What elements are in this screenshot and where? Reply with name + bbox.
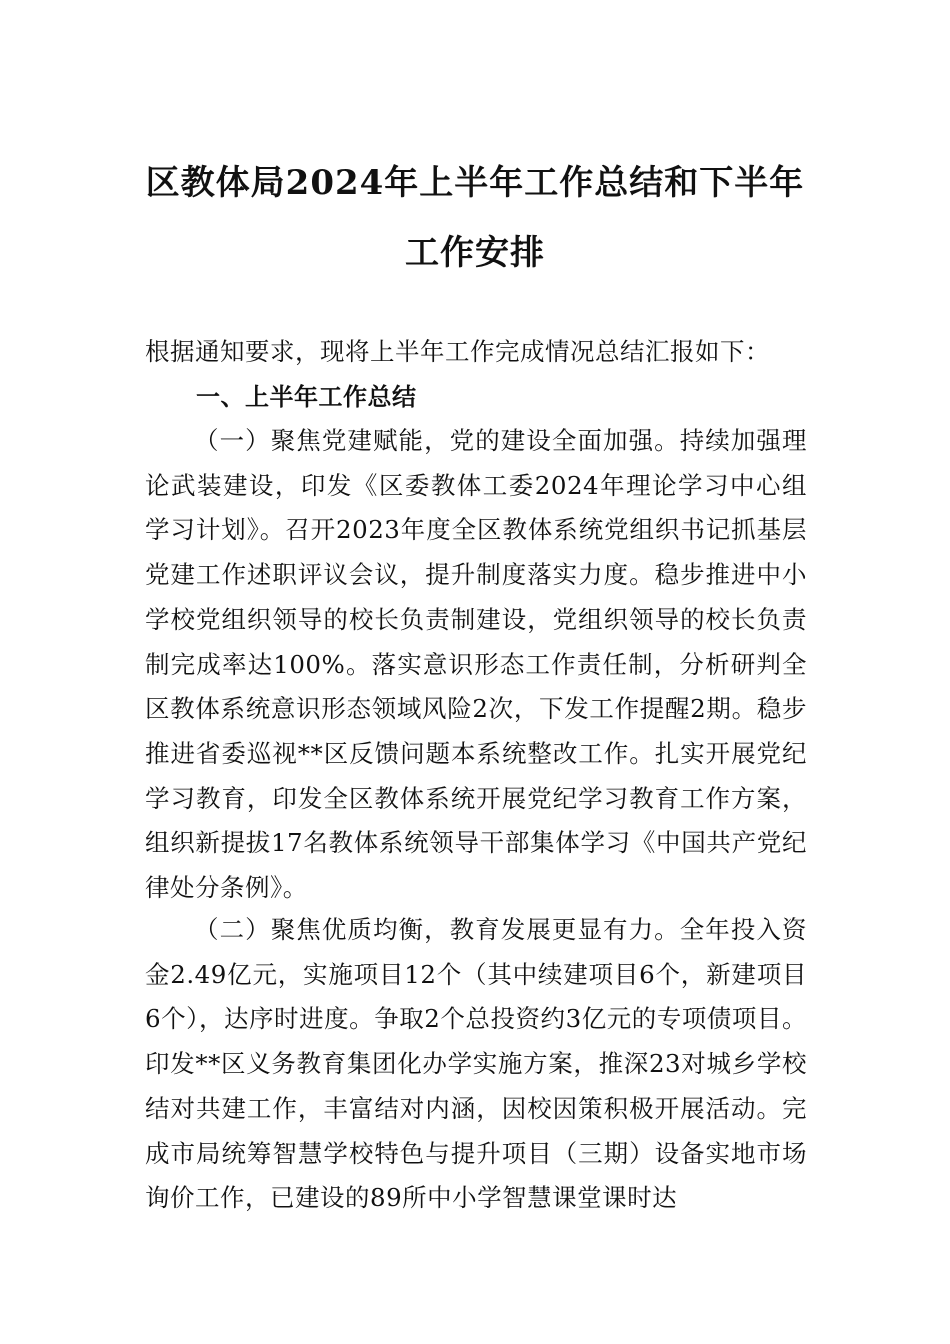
paragraph-party-building: （一）聚焦党建赋能，党的建设全面加强。持续加强理论武装建设，印发《区委教体工委2024年理论学习中心组学习计划》。召开2023年度全区教体系统党组织书记抓基层党建工作述职评议会议，提升制度落实力度。稳步推进中小学校党组织领导的校长负责制建设，党组织领导的校长负责制完成率达100%。落实意识形态工作责任制，分析研判全区教体系统意识形态领域风险2次，下发工作提醒2期。稳步推进省委巡视**区反馈问题本系统整改工作。扎实开展党纪学习教育，印发全区教体系统开展党纪学习教育工作方案，组织新提拔17名教体系统领导干部集体学习《中国共产党纪律处分条例》。 [145,426,807,903]
document-title-line-1: 区教体局2024年上半年工作总结和下半年 [145,163,805,203]
section-heading: 一、上半年工作总结 [196,383,417,411]
document-title-line-2: 工作安排 [405,233,545,273]
intro-paragraph: 根据通知要求，现将上半年工作完成情况总结汇报如下： [145,337,770,366]
paragraph-education-balance: （二）聚焦优质均衡，教育发展更显有力。全年投入资金2.49亿元，实施项目12个（其中续建项目6个，新建项目6个），达序时进度。争取2个总投资约3亿元的专项债项目。印发**区义务教育集团化办学实施方案，推深23对城乡学校结对共建工作，丰富结对内涵，因校因策积极开展活动。完成市局统筹智慧学校特色与提升项目（三期）设备实地市场询价工作，已建设的89所中小学智慧课堂课时达 [145,915,807,1213]
